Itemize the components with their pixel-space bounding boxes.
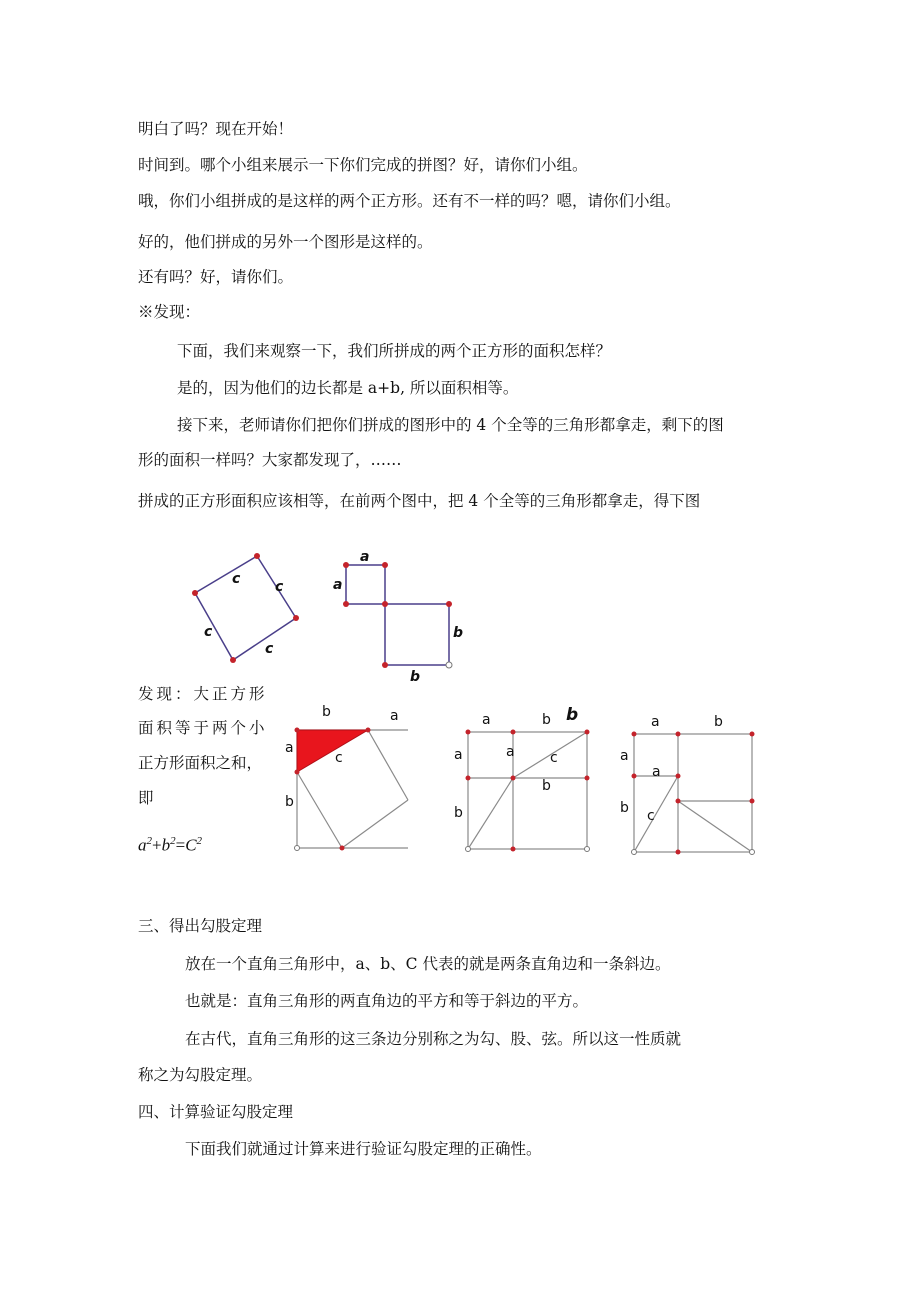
fig5-label-c: c <box>647 808 655 824</box>
paragraph-10: 形的面积一样吗？大家都发现了，…… <box>138 451 402 469</box>
fig3-label-b-top: b <box>322 704 331 720</box>
fig4-label-a-inner: a <box>506 744 515 760</box>
figure-proof-grid-1 <box>448 700 598 860</box>
fig5-label-b-top: b <box>714 714 723 730</box>
fig4-label-b-bold: b <box>566 705 579 725</box>
fig2-label-a-top: a <box>360 549 370 565</box>
fig3-label-c: c <box>335 750 343 766</box>
fig5-label-a-inner: a <box>652 764 661 780</box>
fig1-label-c-top: c <box>232 571 241 587</box>
paragraph-3: 哦，你们小组拼成的是这样的两个正方形。还有不一样的吗？嗯，请你们小组。 <box>138 192 681 210</box>
paragraph-5: 还有吗？好，请你们。 <box>138 268 294 286</box>
paragraph-9: 接下来，老师请你们把你们拼成的图形中的 4 个全等的三角形都拿走，剩下的图 <box>177 416 724 434</box>
fig5-label-a-top: a <box>651 714 660 730</box>
discovery-line-4: 即 <box>138 789 154 807</box>
section-4-line-1: 下面我们就通过计算来进行验证勾股定理的正确性。 <box>185 1140 542 1158</box>
section-3-line-2: 也就是：直角三角形的两直角边的平方和等于斜边的平方。 <box>185 992 589 1010</box>
fig1-label-c-left: c <box>204 624 213 640</box>
paragraph-4: 好的，他们拼成的另外一个图形是这样的。 <box>138 233 433 251</box>
fig4-label-c: c <box>550 750 558 766</box>
fig4-label-a-left: a <box>454 747 463 763</box>
section-3-line-1: 放在一个直角三角形中，a、b、C 代表的就是两条直角边和一条斜边。 <box>185 955 671 973</box>
fig4-label-b-left: b <box>454 805 463 821</box>
figure-proof-square-c <box>280 700 415 860</box>
fig4-label-a-top: a <box>482 712 491 728</box>
fig3-label-a-left: a <box>285 740 294 756</box>
fig1-label-c-bottom: c <box>265 641 274 657</box>
pythagorean-formula: $a^2+b^2=C^2$ <box>138 835 203 855</box>
paragraph-8: 是的，因为他们的边长都是 a+b, 所以面积相等。 <box>177 379 519 397</box>
section-4-title: 四、计算验证勾股定理 <box>138 1103 294 1121</box>
paragraph-11: 拼成的正方形面积应该相等，在前两个图中，把 4 个全等的三角形都拿走，得下图 <box>138 492 701 510</box>
fig3-label-b-left: b <box>285 794 294 810</box>
paragraph-2: 时间到。哪个小组来展示一下你们完成的拼图？好，请你们小组。 <box>138 156 588 174</box>
figure-proof-grid-2 <box>614 700 764 860</box>
fig4-label-b-inner: b <box>542 778 551 794</box>
section-3-title: 三、得出勾股定理 <box>138 917 263 935</box>
section-3-line-4: 称之为勾股定理。 <box>138 1066 263 1084</box>
fig3-label-a-top: a <box>390 708 399 724</box>
discovery-line-2: 面积等于两个小 <box>138 719 268 737</box>
paragraph-discovery-heading: ※发现： <box>138 303 201 321</box>
fig2-label-b-bottom: b <box>410 669 421 685</box>
discovery-line-3: 正方形面积之和， <box>138 754 263 772</box>
paragraph-1: 明白了吗？现在开始！ <box>138 120 294 138</box>
section-3-line-3: 在古代，直角三角形的这三条边分别称之为勾、股、弦。所以这一性质就 <box>185 1030 682 1048</box>
discovery-line-1: 发现：大正方形 <box>138 685 268 703</box>
figure-tilted-square <box>180 545 310 670</box>
fig2-label-a-left: a <box>333 577 343 593</box>
fig1-label-c-right: c <box>275 579 284 595</box>
figure-two-squares <box>328 545 478 685</box>
fig4-label-b-top: b <box>542 712 551 728</box>
paragraph-7: 下面，我们来观察一下，我们所拼成的两个正方形的面积怎样？ <box>177 342 612 360</box>
fig5-label-b-left: b <box>620 800 629 816</box>
fig2-label-b-right: b <box>453 625 464 641</box>
fig5-label-a-left: a <box>620 748 629 764</box>
